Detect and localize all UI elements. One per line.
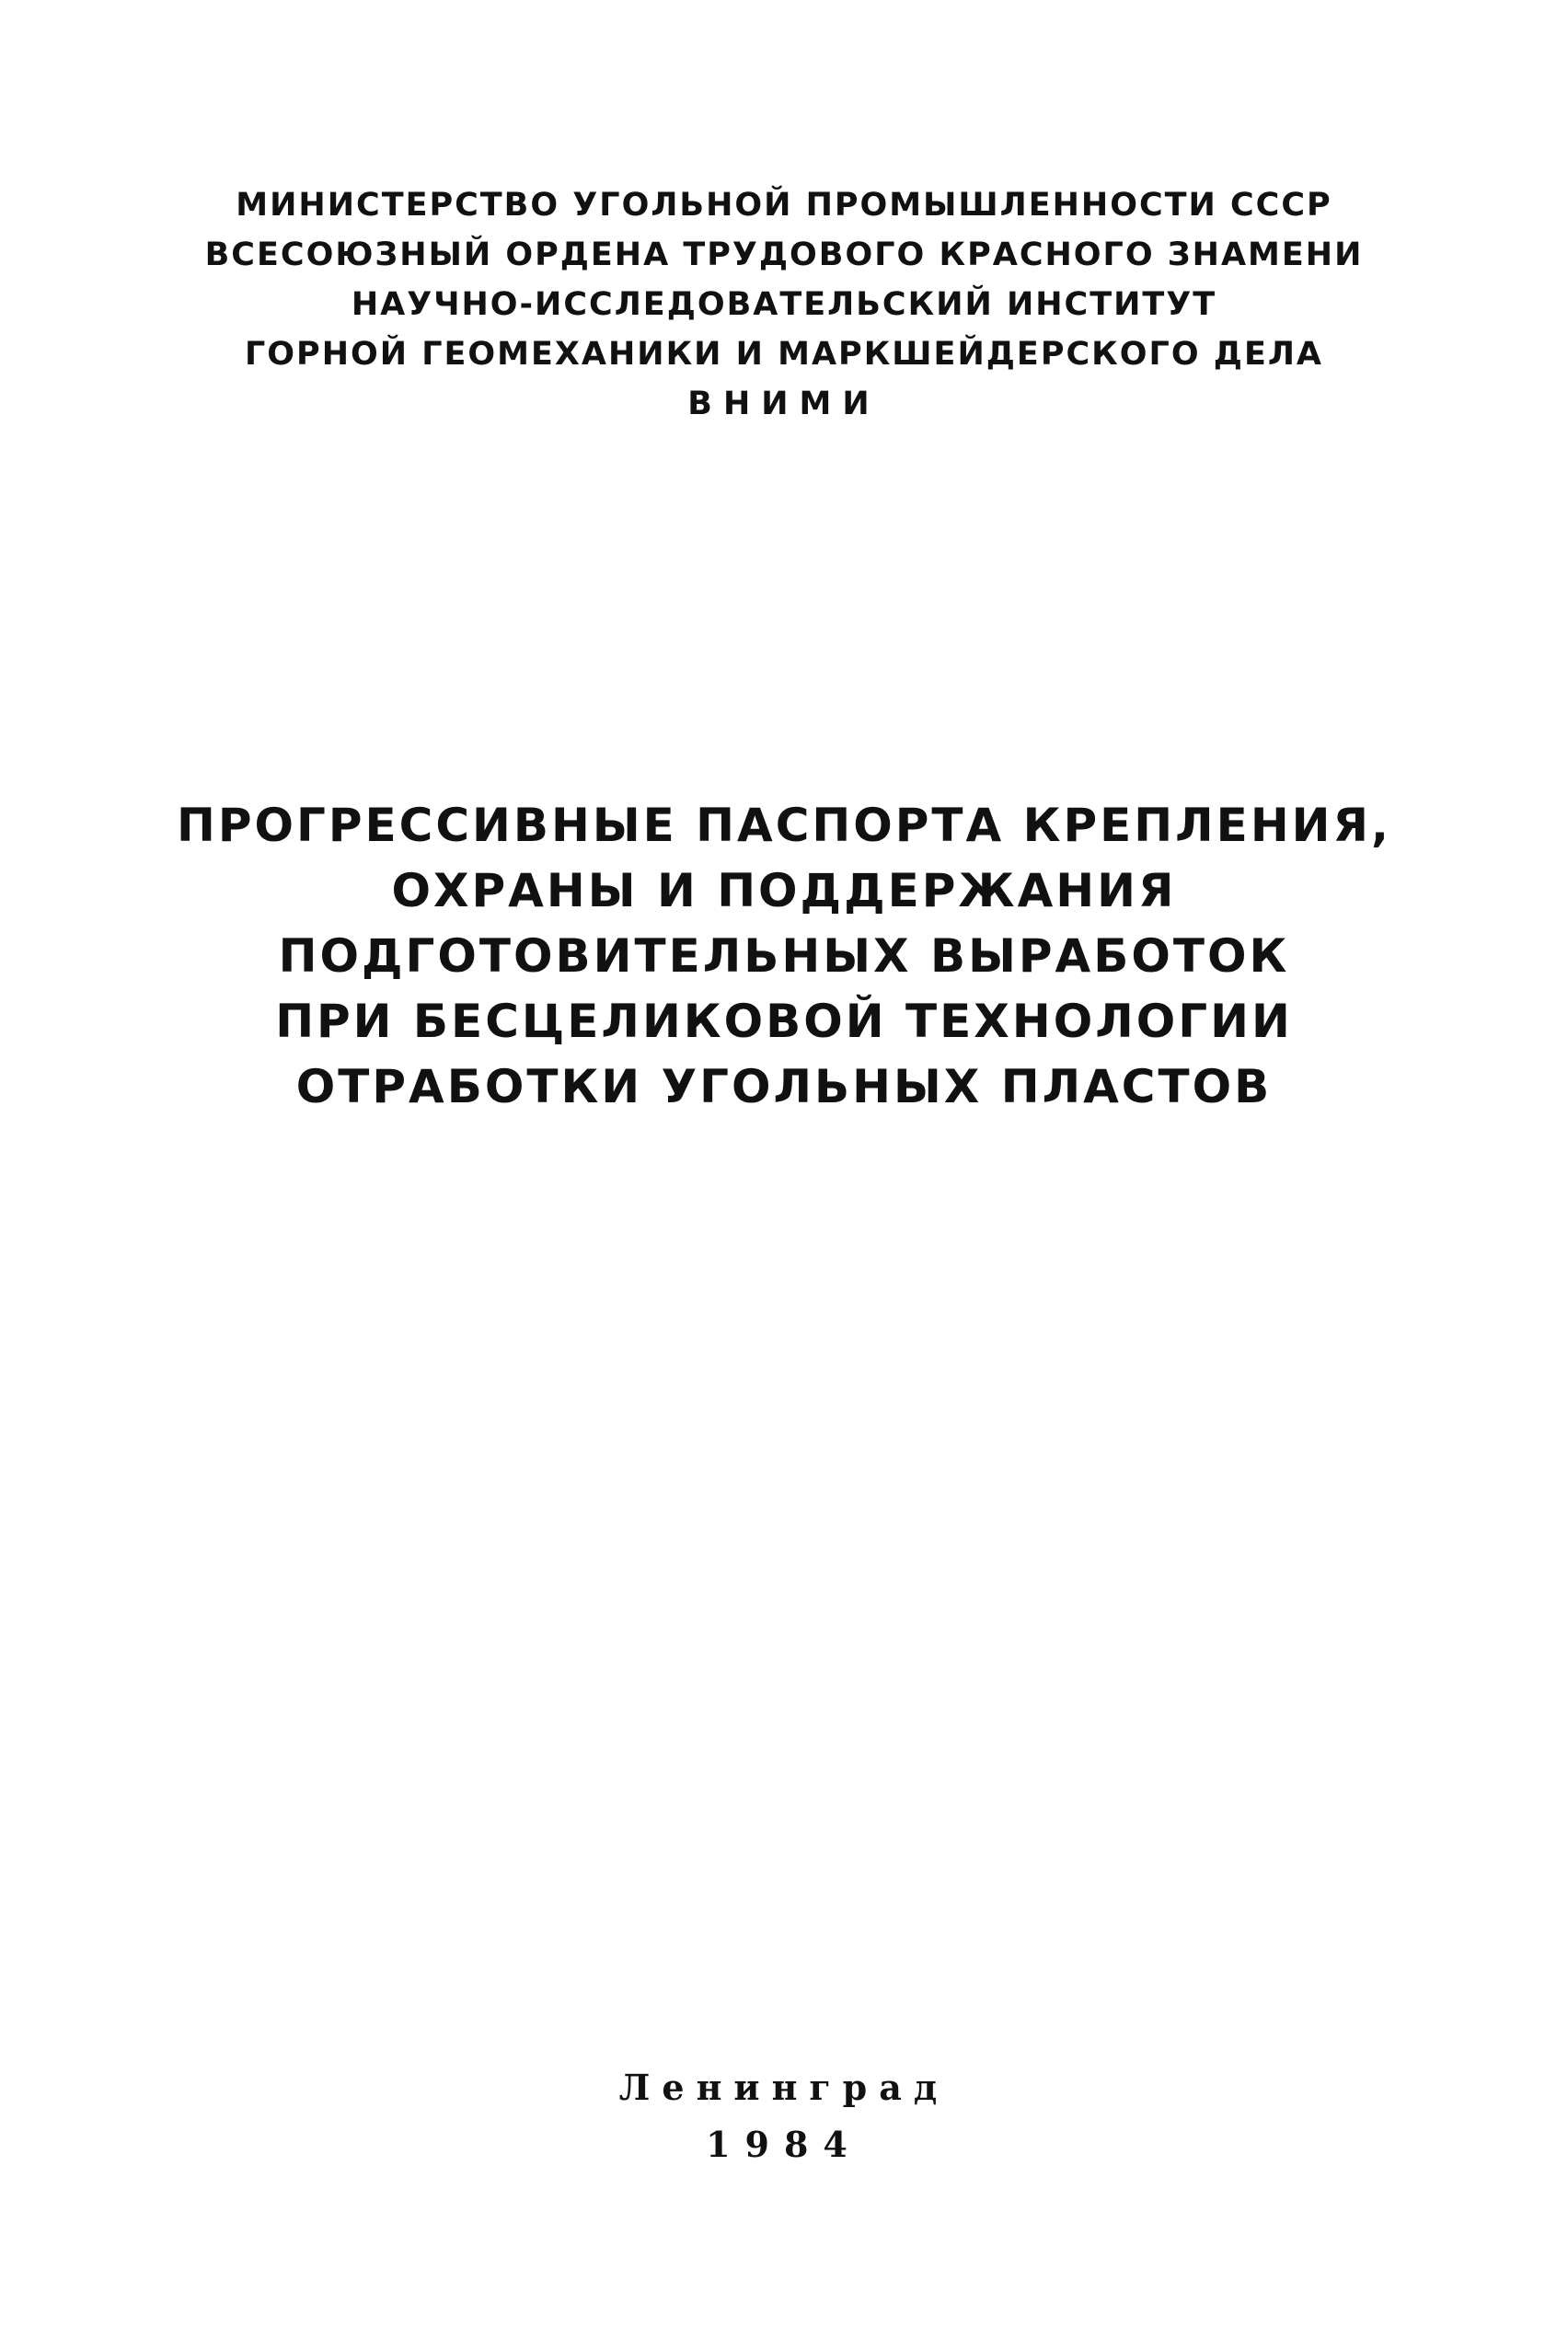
institute-field-line: ГОРНОЙ ГЕОМЕХАНИКИ И МАРКШЕЙДЕРСКОГО ДЕЛА <box>244 336 1324 373</box>
publication-imprint <box>0 2059 1568 2173</box>
institution-header <box>0 180 1568 429</box>
institute-acronym: ВНИМИ <box>687 386 881 422</box>
ministry-line: МИНИСТЕРСТВО УГОЛЬНОЙ ПРОМЫШЛЕННОСТИ СССР <box>236 187 1332 224</box>
publication-city: Ленинград <box>618 2067 950 2108</box>
publication-year: 1984 <box>706 2124 862 2165</box>
title-line-5: ОТРАБОТКИ УГОЛЬНЫХ ПЛАСТОВ <box>295 1060 1273 1113</box>
title-line-4: ПРИ БЕСЦЕЛИКОВОЙ ТЕХНОЛОГИИ <box>275 995 1293 1048</box>
document-title <box>0 793 1568 1120</box>
title-line-3: ПОДГОТОВИТЕЛЬНЫХ ВЫРАБОТОК <box>278 929 1290 983</box>
institute-order-line: ВСЕСОЮЗНЫЙ ОРДЕНА ТРУДОВОГО КРАСНОГО ЗНАМЕНИ <box>204 236 1364 273</box>
title-line-2: ОХРАНЫ И ПОДДЕРЖАНИЯ <box>391 864 1177 917</box>
institute-type-line: НАУЧНО-ИССЛЕДОВАТЕЛЬСКИЙ ИНСТИТУТ <box>351 286 1217 323</box>
title-line-1: ПРОГРЕССИВНЫЕ ПАСПОРТА КРЕПЛЕНИЯ, <box>176 799 1392 852</box>
